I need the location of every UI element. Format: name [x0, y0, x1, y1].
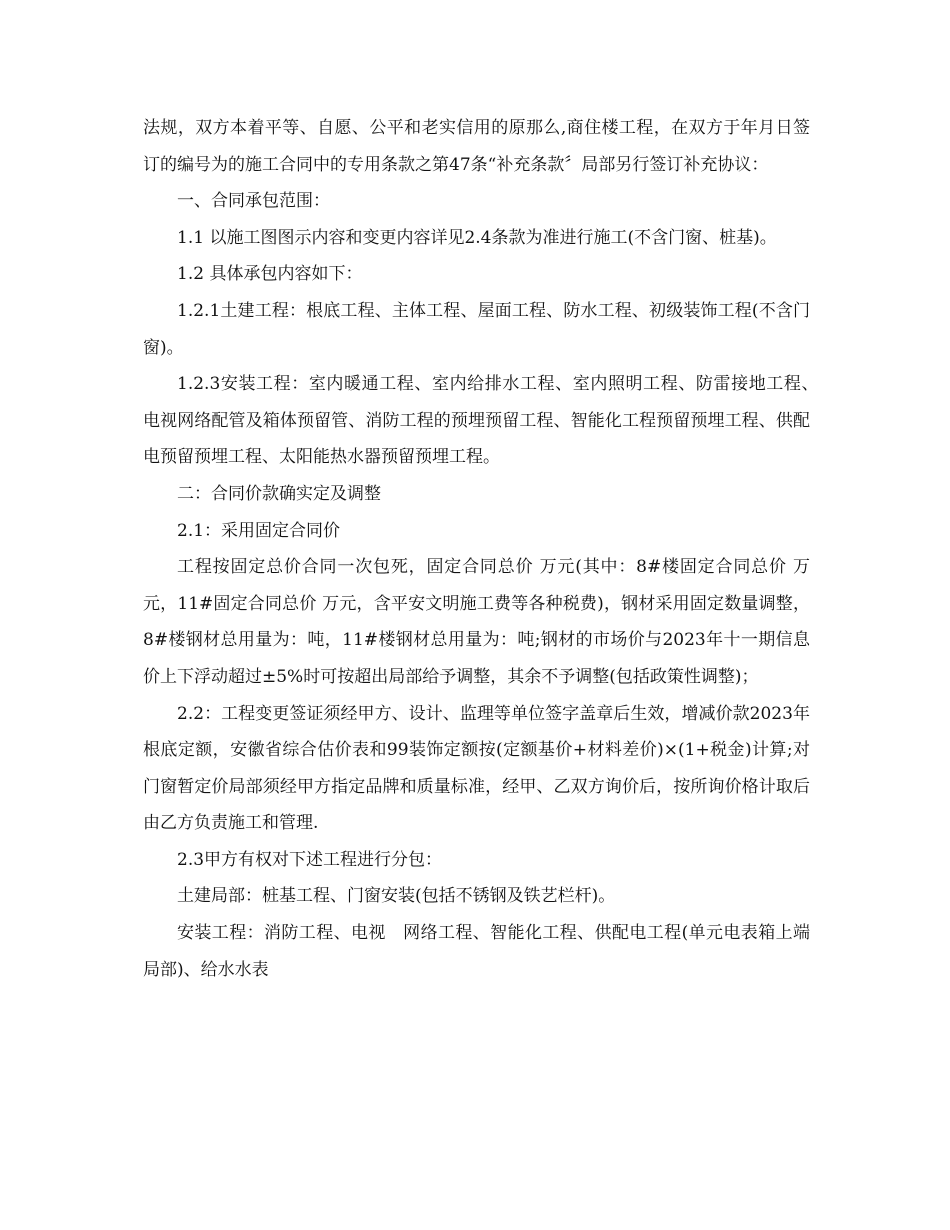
clause-1-2-3: 1.2.3安装工程：室内暖通工程、室内给排水工程、室内照明工程、防雷接地工程、 电视网络配管及箱体预留管、消防工程的预埋预留工程、智能化工程预留预埋工程、供配电预留预埋工程、太阳能热水器预留预埋工程。 — [143, 374, 827, 468]
paragraph-civil-subcontract: 土建局部：桩基工程、门窗安装(包括不锈钢及铁艺栏杆)。 — [177, 886, 616, 907]
heading-contract-scope: 一、合同承包范围： — [177, 191, 330, 212]
clause-1-2-1: 1.2.1土建工程：根底工程、主体工程、屋面工程、防水工程、初级装饰工程(不含门窗)。 — [143, 300, 810, 358]
clause-2-2: 2.2：工程变更签证须经甲方、设计、监理等单位签字盖章后生效，增减价款2023年根底定额，安徽省综合估价表和99装饰定额按(定额基价+材料差价)×(1+税金)计算;对门窗暂定价局部须经甲方指定品牌和质量标准，经甲、乙双方询价后，按所询价格计取后由乙方负责施工和管理. — [143, 703, 810, 834]
clause-1-2: 1.2 具体承包内容如下： — [177, 264, 363, 285]
clause-2-3: 2.3甲方有权对下述工程进行分包： — [177, 849, 443, 870]
paragraph-install-subcontract: 安装工程：消防工程、电视 网络工程、智能化工程、供配电工程(单元电表箱上端局部)、给水水表 — [143, 923, 810, 980]
paragraph-fixed-price: 工程按固定总价合同一次包死，固定合同总价 万元(其中：8#楼固定合同总价 万元，11#固定合同总价 万元，含平安文明施工费等各种税费)，钢材采用固定数量调整，8#楼钢材总用量为：吨，11#楼钢材总用量为：吨;钢材的市场价与2023年十一期信息价上下浮动超过±5%时可按超出局部给予调整，其余不予调整(包括政策性调整)； — [143, 557, 810, 687]
document-body — [143, 110, 827, 988]
heading-contract-price: 二：合同价款确实定及调整 — [177, 483, 381, 504]
clause-1-1: 1.1 以施工图图示内容和变更内容详见2.4条款为准进行施工(不含门窗、桩基)。 — [177, 227, 777, 248]
clause-2-1: 2.1：采用固定合同价 — [177, 520, 341, 541]
paragraph-preamble: 法规，双方本着平等、自愿、公平和老实信用的原那么,商住楼工程，在双方于年月日签订的编号为的施工合同中的专用条款之第47条“补充条款〞局部另行签订补充协议： — [143, 118, 810, 175]
